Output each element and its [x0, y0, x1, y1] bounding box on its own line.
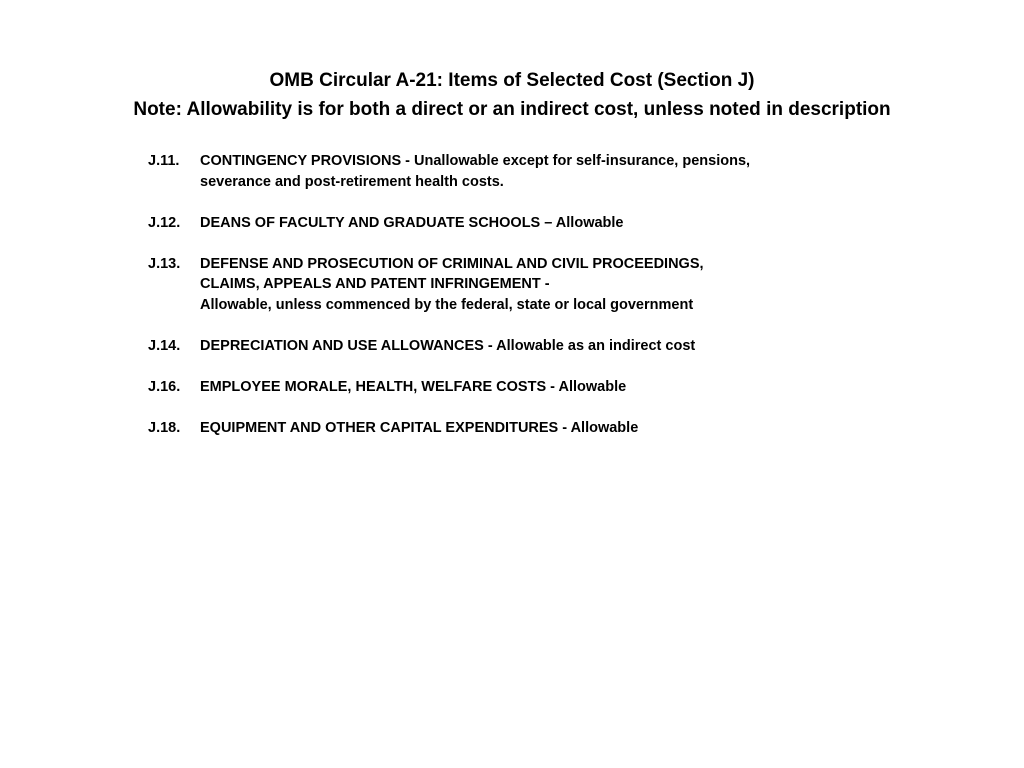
title-line-2: Note: Allowability is for both a direct or an indirect cost, unless noted in description — [133, 99, 891, 120]
cost-item-j14 — [148, 336, 968, 357]
item-description — [200, 418, 968, 439]
cost-item-j16 — [148, 377, 968, 398]
item-number: J.18. — [148, 419, 181, 436]
item-description — [200, 151, 968, 192]
item-description — [200, 336, 968, 357]
item-text-line: DEFENSE AND PROSECUTION OF CRIMINAL AND CIVIL PROCEEDINGS, — [200, 255, 704, 272]
slide-title — [0, 66, 1024, 124]
cost-item-j12 — [148, 213, 968, 234]
item-text-line: CONTINGENCY PROVISIONS - Unallowable except for self-insurance, pensions, — [200, 153, 751, 169]
item-text-line: Allowable, unless commenced by the federal, state or local government — [200, 296, 694, 313]
item-number: J.16. — [148, 378, 181, 395]
item-text-line: DEPRECIATION AND USE ALLOWANCES - Allowable as an indirect cost — [200, 337, 696, 354]
item-text-line: severance and post-retirement health costs. — [200, 173, 504, 190]
item-text-line: EQUIPMENT AND OTHER CAPITAL EXPENDITURES - Allowable — [200, 419, 639, 436]
cost-item-list — [148, 151, 968, 459]
title-line-1: OMB Circular A-21: Items of Selected Cost (Section J) — [269, 70, 755, 91]
item-description — [200, 213, 968, 234]
item-description — [200, 377, 968, 398]
item-description — [200, 254, 968, 316]
item-text-line: EMPLOYEE MORALE, HEALTH, WELFARE COSTS - Allowable — [200, 378, 627, 395]
item-number: J.14. — [148, 337, 181, 354]
cost-item-j13 — [148, 254, 968, 316]
item-number: J.11. — [148, 153, 180, 169]
item-text-line: CLAIMS, APPEALS AND PATENT INFRINGEMENT - — [200, 276, 550, 292]
cost-item-j11 — [148, 151, 968, 192]
item-number: J.12. — [148, 214, 181, 231]
item-text-line: DEANS OF FACULTY AND GRADUATE SCHOOLS – Allowable — [200, 214, 624, 231]
cost-item-j18 — [148, 418, 968, 439]
item-number: J.13. — [148, 255, 181, 272]
